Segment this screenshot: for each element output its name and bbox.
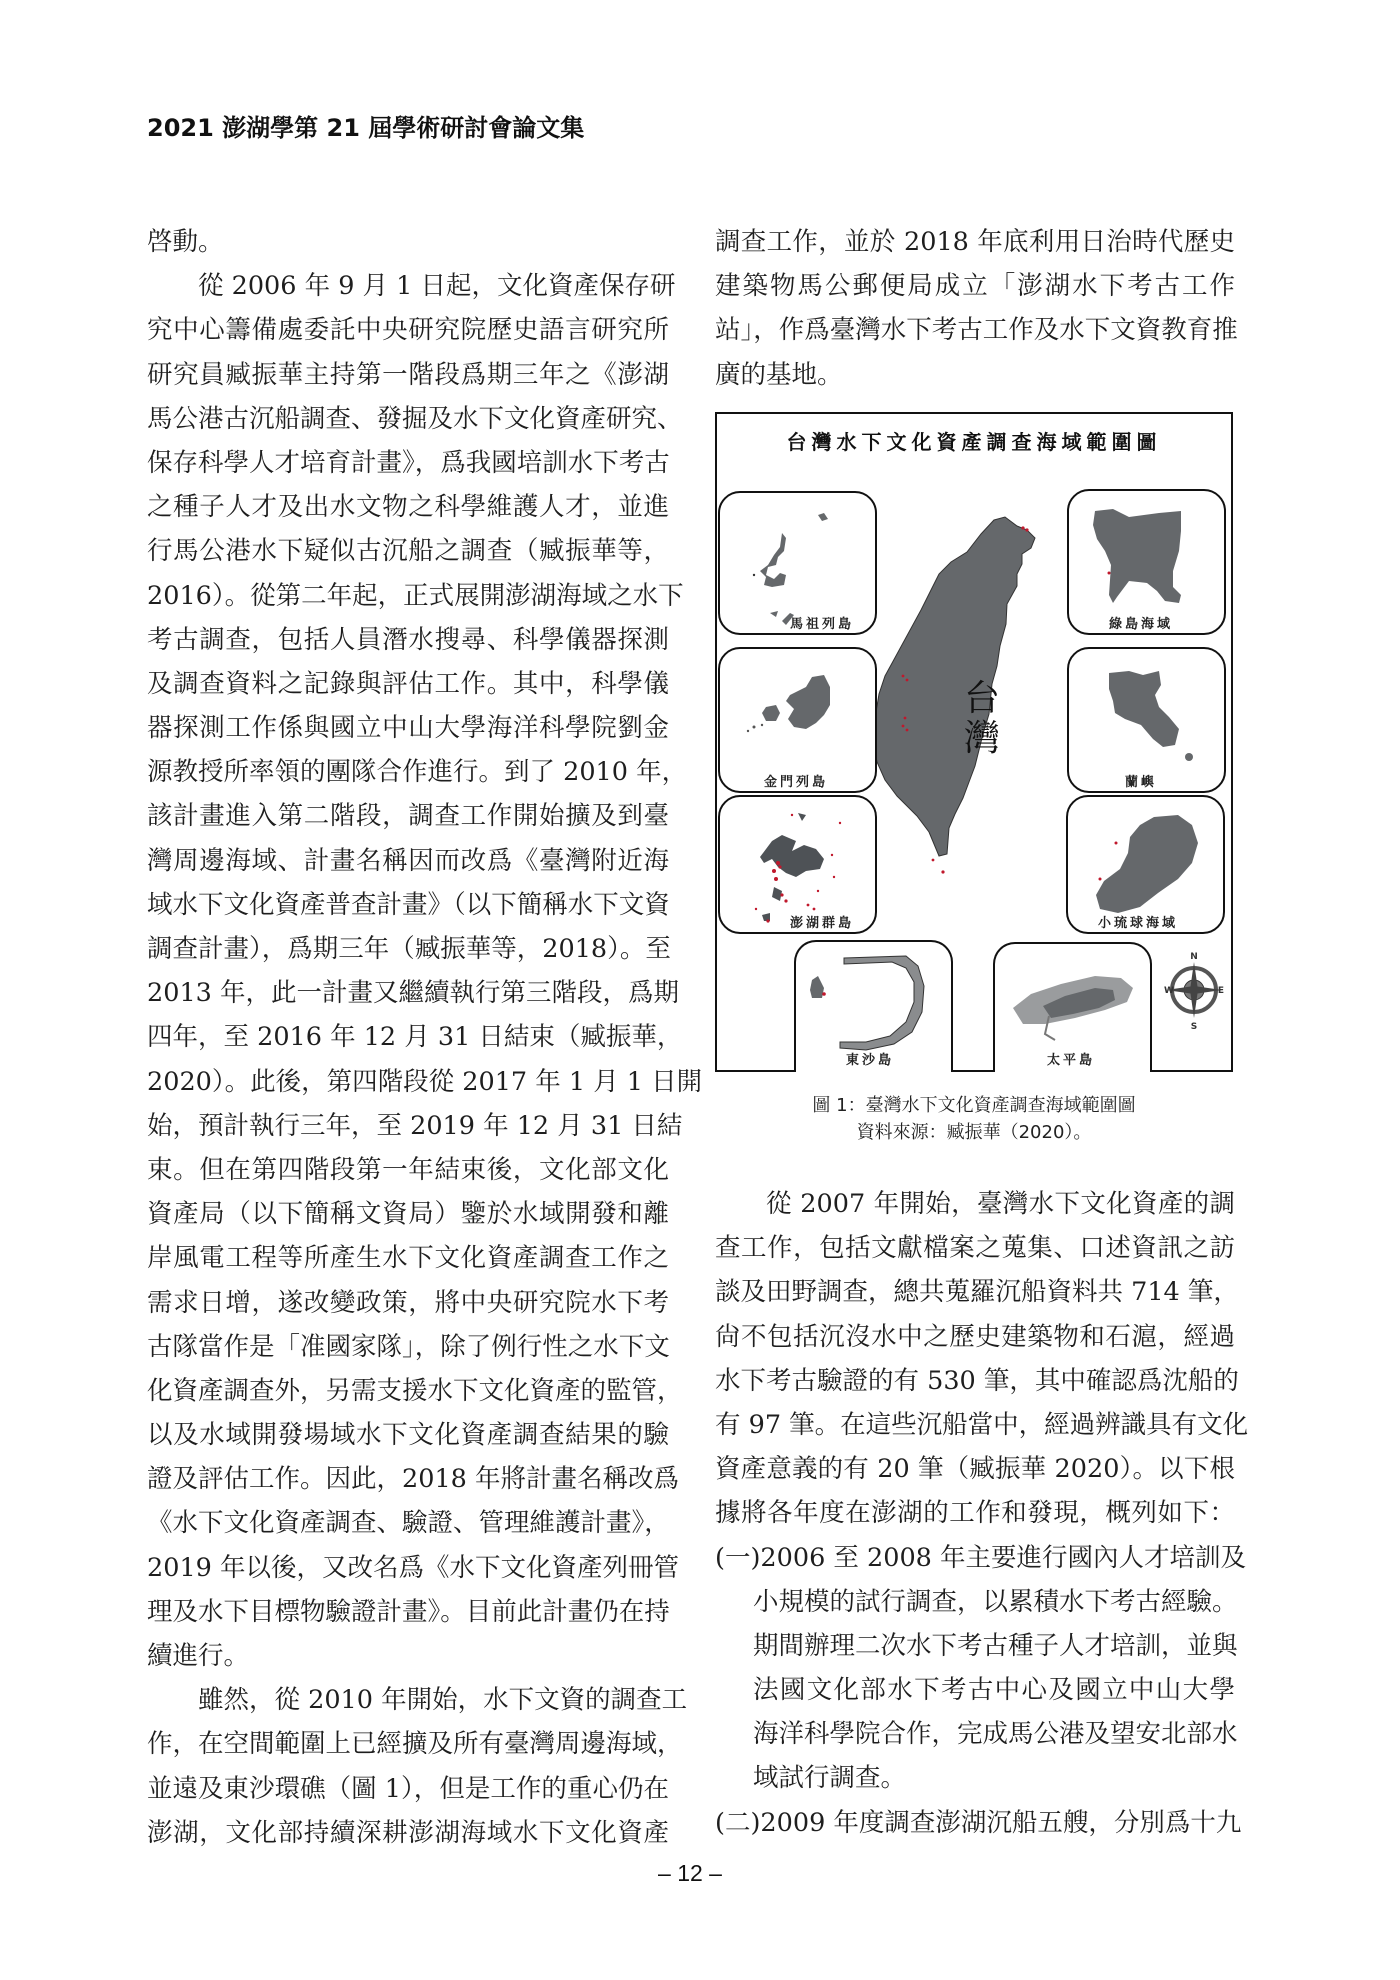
text-line: 理及水下目標物驗證計畫》。目前此計畫仍在持 — [147, 1596, 670, 1627]
inset-label-kinmen: 金門列島 — [764, 775, 829, 790]
text-line: 岸風電工程等所產生水下文化資產調查工作之 — [147, 1243, 669, 1274]
compass-south-label: S — [1190, 1022, 1198, 1030]
text-line: 建築物馬公郵便局成立「澎湖水下考古工作 — [715, 271, 1235, 302]
inset-dongsha — [794, 940, 953, 1072]
text-line: 查工作，包括文獻檔案之蒐集、口述資訊之訪 — [715, 1233, 1235, 1264]
inset-label-dongsha: 東沙島 — [846, 1053, 895, 1068]
text-line: 及調查資料之記錄與評估工作。其中，科學儀 — [147, 668, 669, 699]
text-line: 始，預計執行三年，至 2019 年 12 月 31 日結 — [147, 1110, 683, 1141]
text-line: 水下考古驗證的有 530 筆，其中確認爲沈船的 — [715, 1365, 1239, 1396]
inset-label-penghu: 澎湖群島 — [790, 916, 855, 931]
inset-orchid-island — [1067, 647, 1226, 793]
text-line: 域試行調查。 — [753, 1763, 907, 1794]
inset-green-island — [1067, 489, 1226, 635]
inset-label-xiaoliuqiu: 小琉球海域 — [1098, 916, 1179, 931]
text-line: 調查計畫），爲期三年（臧振華等，2018）。至 — [147, 934, 671, 964]
text-line: 研究員臧振華主持第一階段爲期三年之《澎湖 — [147, 359, 669, 390]
text-line: 束。但在第四階段第一年結束後，文化部文化 — [147, 1154, 669, 1185]
figure-map-title: 台灣水下文化資產調查海域範圍圖 — [786, 430, 1162, 454]
text-line: 有 97 筆。在這些沉船當中，經過辨識具有文化 — [715, 1409, 1249, 1440]
text-line: 談及田野調查，總共蒐羅沉船資料共 714 筆， — [715, 1277, 1239, 1308]
text-line: 行馬公港水下疑似古沉船之調查（臧振華等， — [147, 536, 669, 567]
text-line: 海洋科學院合作，完成馬公港及望安北部水 — [753, 1719, 1238, 1750]
text-line: 啓動。 — [147, 227, 224, 257]
text-line: 域水下文化資產普查計畫》（以下簡稱水下文資 — [147, 889, 670, 920]
inset-taiping — [993, 942, 1152, 1072]
compass-rose-icon — [1163, 950, 1225, 1030]
matsu-islands-shape — [720, 493, 875, 633]
inset-penghu — [718, 795, 877, 934]
text-line: 調查工作，並於 2018 年底利用日治時代歷史 — [715, 227, 1235, 257]
text-line: 究中心籌備處委託中央研究院歷史語言研究所 — [147, 315, 669, 346]
text-line: 續進行。 — [147, 1641, 250, 1671]
figure-map — [715, 412, 1233, 1072]
text-line: 需求日增，遂改變政策，將中央研究院水下考 — [147, 1287, 669, 1318]
inset-label-matsu: 馬祖列島 — [790, 617, 855, 632]
text-line: 期間辦理二次水下考古種子人才培訓，並與 — [753, 1630, 1238, 1661]
text-line: 馬公港古沉船調查、發掘及水下文化資產研究、 — [147, 403, 683, 434]
left-column-text — [147, 220, 703, 1855]
text-line: 保存科學人才培育計畫》，爲我國培訓水下考古 — [147, 447, 670, 478]
text-line: 以及水域開發場域水下文化資產調查結果的驗 — [147, 1420, 669, 1451]
right-column-top-text — [715, 220, 1238, 397]
inset-label-orchid-island: 蘭嶼 — [1125, 775, 1158, 790]
taiwan-island-shape — [873, 517, 1035, 856]
compass-west-label: W — [1164, 986, 1174, 996]
text-line: 尙不包括沉沒水中之歷史建築物和石滬，經過 — [715, 1321, 1235, 1352]
inset-matsu — [718, 491, 877, 635]
text-line: 資產局（以下簡稱文資局）鑒於水域開發和離 — [147, 1199, 669, 1230]
taiwan-main-label: 台灣 — [963, 678, 1000, 759]
text-line: 2013 年，此一計畫又繼續執行第三階段，爲期 — [147, 978, 680, 1009]
text-line: 2016）。從第二年起，正式展開澎湖海域之水下 — [147, 580, 684, 611]
inset-label-green-island: 綠島海域 — [1109, 617, 1174, 632]
text-line: 考古調查，包括人員潛水搜尋、科學儀器探測 — [147, 624, 669, 655]
text-line: 該計畫進入第二階段，調查工作開始擴及到臺 — [147, 801, 669, 832]
text-line: 從 2007 年開始，臺灣水下文化資產的調 — [766, 1189, 1235, 1219]
inset-kinmen — [718, 647, 877, 793]
text-line: 化資產調查外，另需支援水下文化資產的監管， — [147, 1375, 683, 1406]
text-line: 並遠及東沙環礁（圖 1），但是工作的重心仍在 — [147, 1773, 669, 1804]
text-line: (一)2006 至 2008 年主要進行國內人才培訓及 — [715, 1542, 1247, 1573]
text-line: 源教授所率領的團隊合作進行。到了 2010 年， — [147, 757, 688, 788]
text-line: 法國文化部水下考古中心及國立中山大學 — [753, 1675, 1235, 1706]
text-line: 器探測工作係與國立中山大學海洋科學院劉金 — [147, 713, 669, 744]
text-line: 站」，作爲臺灣水下考古工作及水下文資教育推 — [715, 315, 1238, 346]
orchid-island-shape — [1069, 649, 1224, 791]
text-line: 廣的基地。 — [715, 359, 843, 390]
text-line: (二)2009 年度調查澎湖沉船五艘，分別爲十九 — [715, 1807, 1242, 1838]
text-line: 證及評估工作。因此，2018 年將計畫名稱改爲 — [147, 1464, 680, 1495]
text-line: 2020）。此後，第四階段從 2017 年 1 月 1 日開 — [147, 1066, 703, 1097]
text-line: 《水下文化資產調查、驗證、管理維護計畫》， — [147, 1508, 670, 1539]
inset-label-taiping: 太平島 — [1047, 1053, 1096, 1068]
text-line: 從 2006 年 9 月 1 日起，文化資產保存研 — [198, 271, 676, 302]
text-line: 古隊當作是「准國家隊」，除了例行性之水下文 — [147, 1331, 670, 1362]
text-line: 之種子人才及出水文物之科學維護人才，並進 — [147, 492, 669, 523]
right-column-bottom-text — [715, 1182, 1249, 1845]
green-island-shape — [1069, 491, 1224, 633]
compass-north-label: N — [1190, 952, 1198, 962]
compass-east-label: E — [1217, 986, 1224, 996]
text-line: 2019 年以後，又改名爲《水下文化資產列冊管 — [147, 1552, 680, 1583]
text-line: 小規模的試行調查，以累積水下考古經驗。 — [753, 1586, 1238, 1617]
figure-source: 資料來源：臧振華（2020）。 — [856, 1122, 1092, 1143]
text-line: 據將各年度在澎湖的工作和發現，概列如下： — [715, 1498, 1235, 1529]
kinmen-islands-shape — [720, 649, 875, 791]
text-line: 資產意義的有 20 筆（臧振華 2020）。以下根 — [715, 1454, 1235, 1485]
page-number: – 12 – — [658, 1860, 722, 1886]
running-header-title: 2021 澎湖學第 21 屆學術研討會論文集 — [147, 114, 585, 142]
text-line: 灣周邊海域、計畫名稱因而改爲《臺灣附近海 — [147, 845, 669, 876]
inset-xiaoliuqiu — [1066, 795, 1225, 934]
text-line: 作，在空間範圍上已經擴及所有臺灣周邊海域， — [147, 1729, 683, 1760]
figure-caption: 圖 1：臺灣水下文化資產調查海域範圍圖 — [812, 1095, 1136, 1116]
text-line: 雖然，從 2010 年開始，水下文資的調查工 — [198, 1685, 688, 1716]
text-line: 澎湖，文化部持續深耕澎湖海域水下文化資產 — [147, 1817, 669, 1848]
text-line: 四年，至 2016 年 12 月 31 日結束（臧振華， — [147, 1022, 683, 1053]
